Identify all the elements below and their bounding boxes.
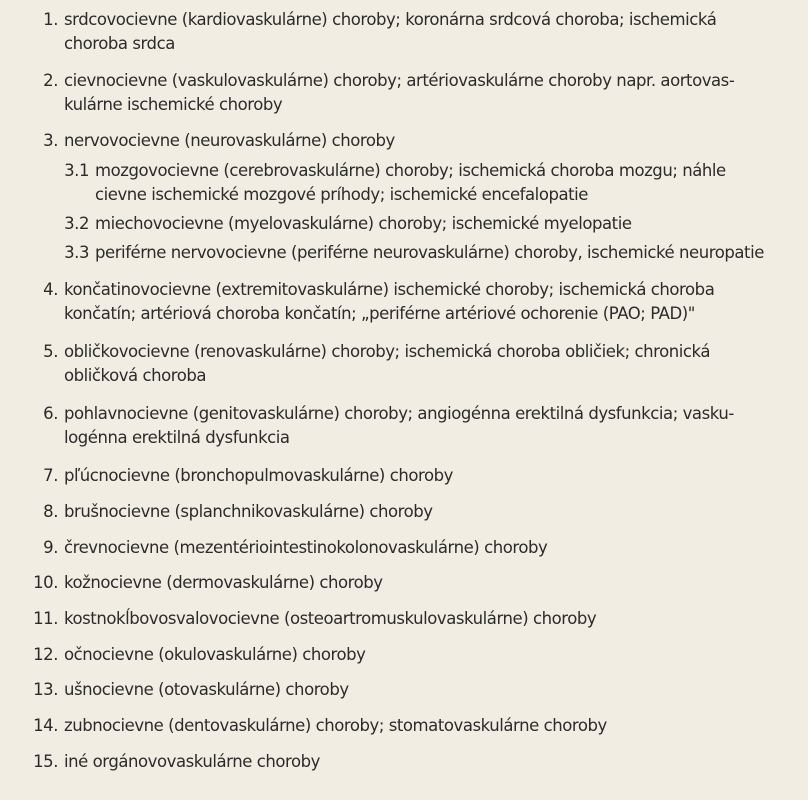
list-item (0, 573, 808, 597)
item-text-line: kožnocievne (dermovaskulárne) choroby (64, 573, 383, 592)
item-text-line: končatinovocievne (extremitovaskulárne) ischemické choroby; ischemická choroba (64, 280, 715, 299)
item-text-line: obličkovocievne (renovaskulárne) choroby; ischemická choroba obličiek; chronická (64, 342, 710, 361)
list-item (0, 161, 808, 209)
list-item (0, 243, 808, 267)
list-item (0, 752, 808, 776)
item-text-line: ušnocievne (otovaskulárne) choroby (64, 680, 349, 699)
item-text-line: periférne nervovocievne (periférne neurovaskulárne) choroby, ischemické neuropatie (95, 243, 764, 262)
list-item (0, 10, 808, 58)
list-item (0, 680, 808, 704)
item-number: 3.3 (64, 243, 89, 262)
item-text-line: pľúcnocievne (bronchopulmovaskulárne) choroby (64, 466, 453, 485)
item-number: 11. (33, 609, 58, 628)
list-item (0, 280, 808, 328)
item-number: 6. (43, 404, 58, 423)
item-text-line: logénna erektilná dysfunkcia (64, 428, 290, 447)
item-number: 3.1 (64, 161, 89, 180)
item-number: 14. (33, 716, 58, 735)
list-item (0, 404, 808, 452)
item-text-line: brušnocievne (splanchnikovaskulárne) choroby (64, 502, 433, 521)
item-number: 7. (43, 466, 58, 485)
item-text-line: srdcovocievne (kardiovaskulárne) choroby; koronárna srdcová choroba; ischemická (64, 10, 717, 29)
item-text-line: črevnocievne (mezentériointestinokolonovaskulárne) choroby (64, 538, 548, 557)
list-item (0, 466, 808, 490)
item-text-line: pohlavnocievne (genitovaskulárne) choroby; angiogénna erektilná dysfunkcia; vasku- (64, 404, 734, 423)
list-item (0, 131, 808, 155)
item-number: 3. (43, 131, 58, 150)
item-number: 10. (33, 573, 58, 592)
item-text-line: nervovocievne (neurovaskulárne) choroby (64, 131, 395, 150)
item-number: 9. (43, 538, 58, 557)
list-item (0, 609, 808, 633)
item-number: 3.2 (64, 214, 89, 233)
item-text-line: cievnocievne (vaskulovaskulárne) choroby; artériovaskulárne choroby napr. aortovas- (64, 71, 735, 90)
list-item (0, 716, 808, 740)
item-text-line: choroba srdca (64, 34, 175, 53)
item-text-line: očnocievne (okulovaskulárne) choroby (64, 645, 366, 664)
list-item (0, 342, 808, 390)
list-item (0, 538, 808, 562)
item-number: 12. (33, 645, 58, 664)
item-number: 15. (33, 752, 58, 771)
item-text-line: končatín; artériová choroba končatín; „periférne artériové ochorenie (PAO; PAD)" (64, 304, 695, 323)
item-number: 13. (33, 680, 58, 699)
item-number: 1. (43, 10, 58, 29)
list-item (0, 71, 808, 119)
item-text-line: mozgovocievne (cerebrovaskulárne) choroby; ischemická choroba mozgu; náhle (95, 161, 726, 180)
item-text-line: cievne ischemické mozgové príhody; ischemické encefalopatie (95, 185, 588, 204)
item-text-line: kostnokĺbovosvalovocievne (osteoartromuskulovaskulárne) choroby (64, 609, 597, 628)
item-number: 8. (43, 502, 58, 521)
list-item (0, 502, 808, 526)
item-number: 5. (43, 342, 58, 361)
item-text-line: obličková choroba (64, 366, 207, 385)
item-number: 2. (43, 71, 58, 90)
item-number: 4. (43, 280, 58, 299)
list-item (0, 214, 808, 238)
item-text-line: iné orgánovovaskulárne choroby (64, 752, 320, 771)
item-text-line: zubnocievne (dentovaskulárne) choroby; stomatovaskulárne choroby (64, 716, 607, 735)
item-text-line: miechovocievne (myelovaskulárne) choroby; ischemické myelopatie (95, 214, 632, 233)
item-text-line: kulárne ischemické choroby (64, 95, 283, 114)
list-item (0, 645, 808, 669)
